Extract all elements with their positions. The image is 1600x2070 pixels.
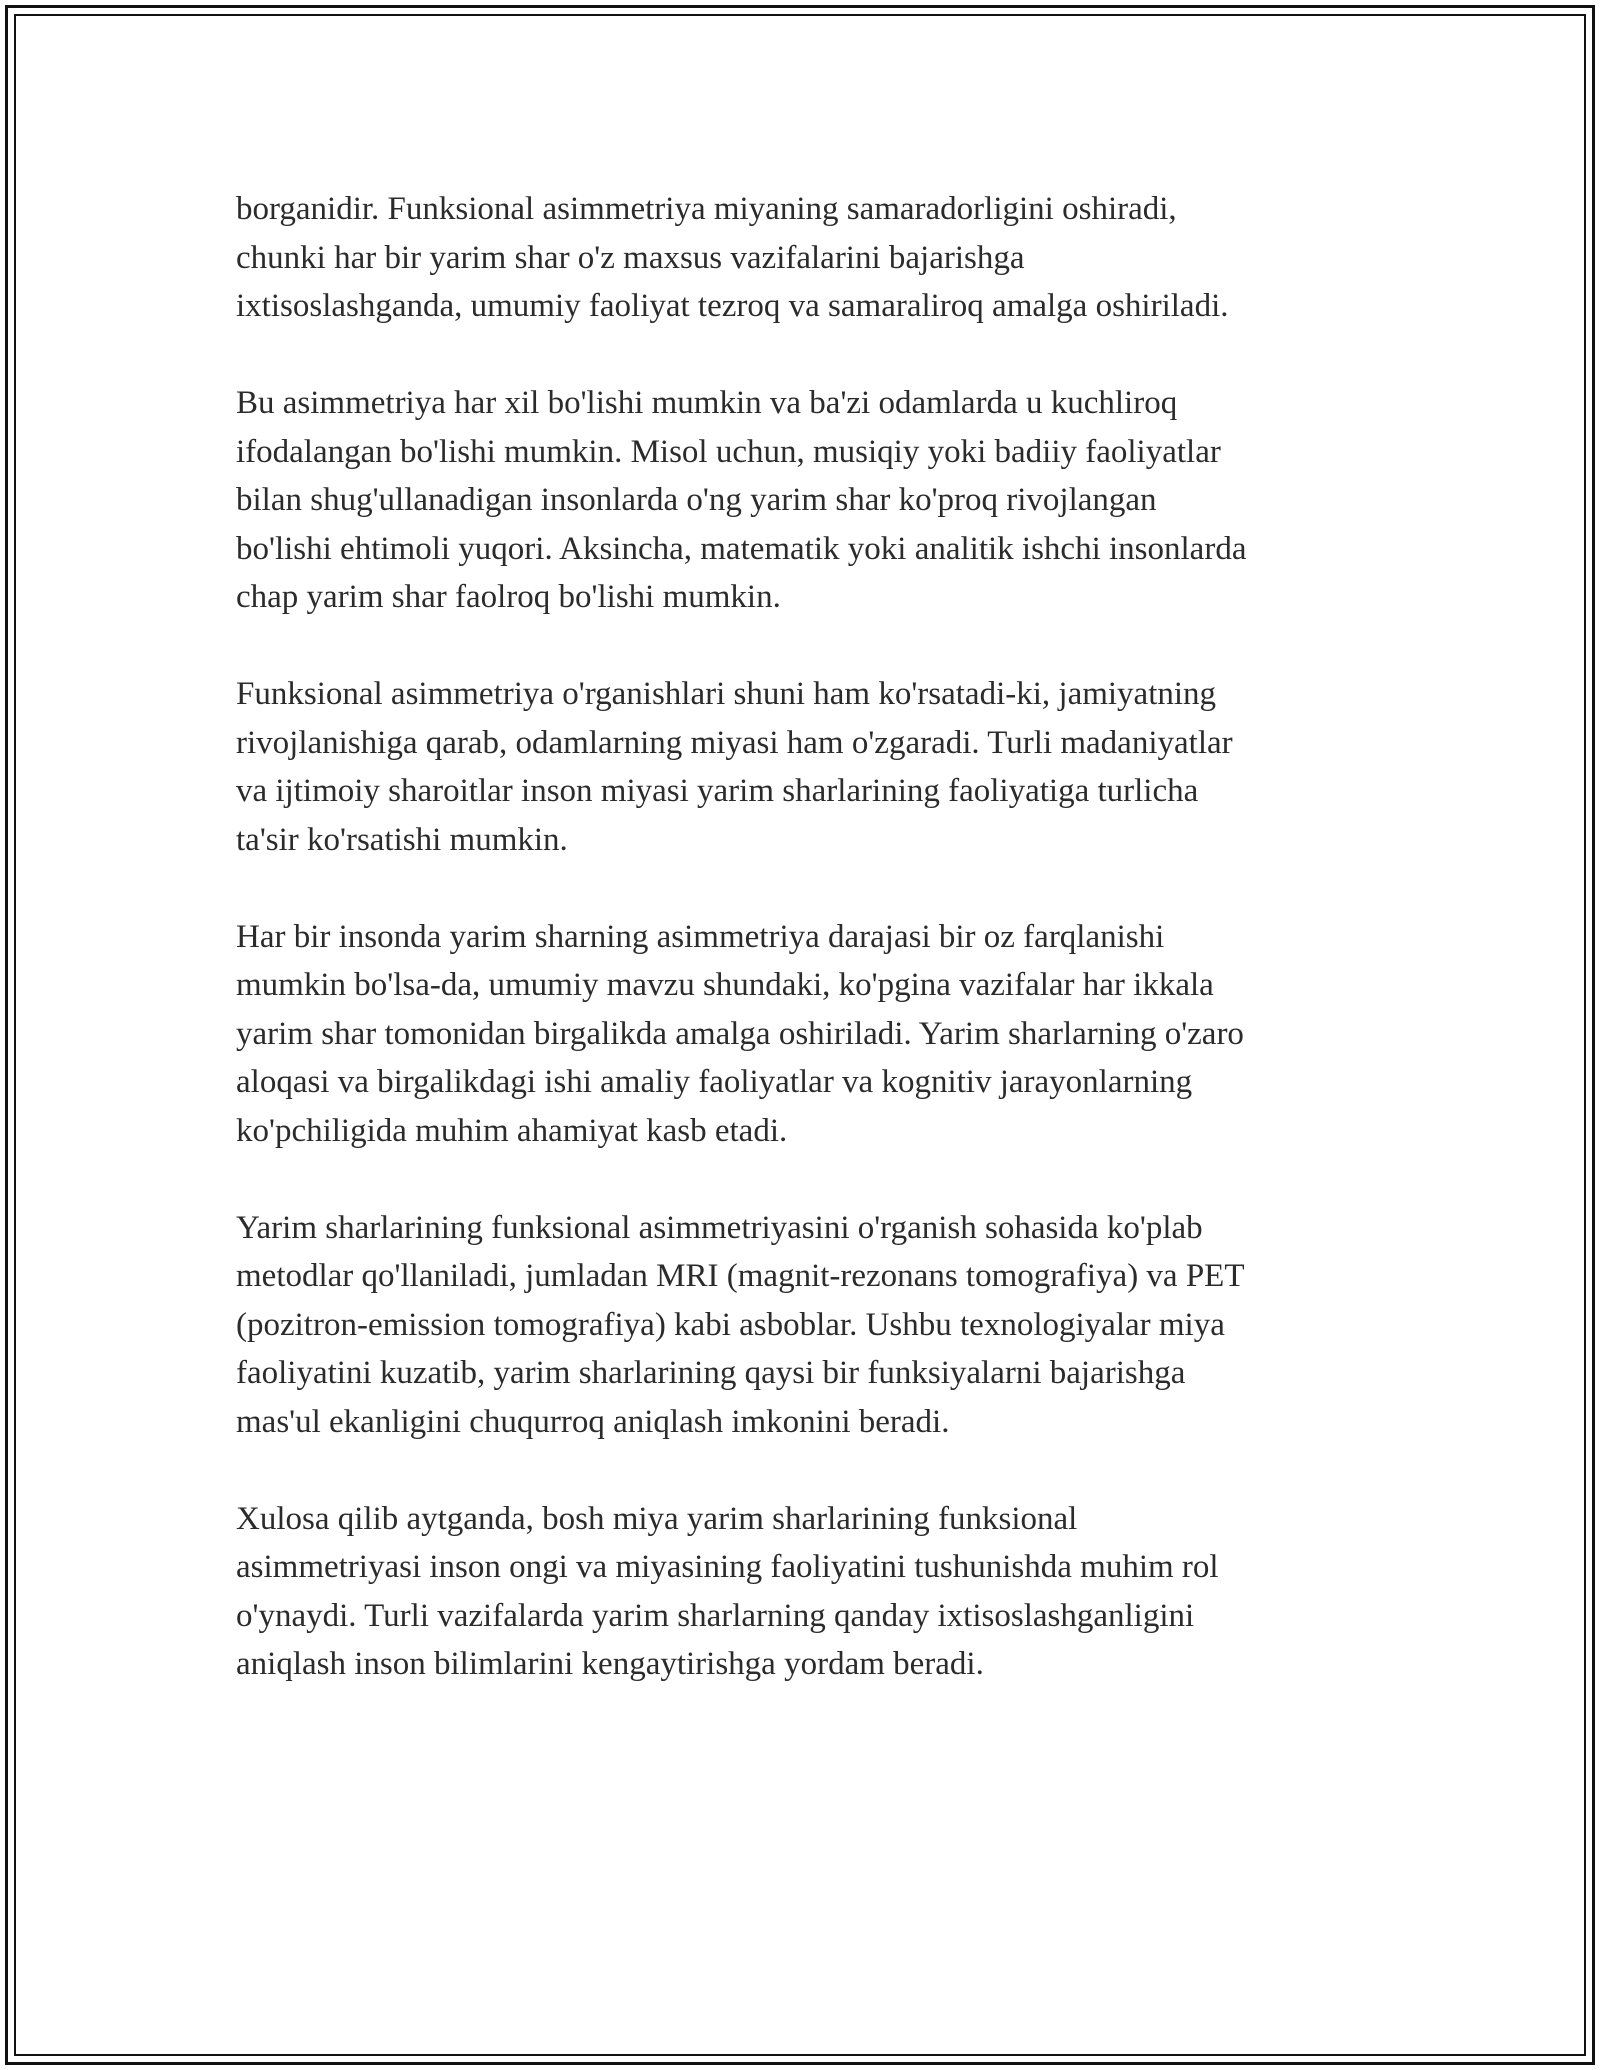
text-line: mumkin bo'lsa-da, umumiy mavzu shundaki, ko'pgina vazifalar har ikkala (236, 967, 1214, 1003)
paragraph-1 (236, 185, 1376, 331)
text-line: Har bir insonda yarim sharning asimmetriya darajasi bir oz farqlanishi (236, 918, 1165, 955)
document-body (236, 185, 1376, 1737)
text-line: aloqasi va birgalikdagi ishi amaliy faoliyatlar va kognitiv jarayonlarning (236, 1064, 1193, 1100)
text-line: asimmetriyasi inson ongi va miyasining faoliyatini tushunishda muhim rol (236, 1549, 1219, 1585)
text-line: metodlar qo'llaniladi, jumladan MRI (magnit-rezonans tomografiya) va PET (236, 1258, 1245, 1294)
text-line: ixtisoslashganda, umumiy faoliyat tezroq va samaraliroq amalga oshiriladi. (236, 288, 1229, 324)
text-line: aniqlash inson bilimlarini kengaytirishga yordam beradi. (236, 1646, 984, 1682)
text-line: yarim shar tomonidan birgalikda amalga oshiriladi. Yarim sharlarning o'zaro (236, 1015, 1244, 1052)
text-line: o'ynaydi. Turli vazifalarda yarim sharlarning qanday ixtisoslashganligini (236, 1597, 1195, 1634)
text-line: va ijtimoiy sharoitlar inson miyasi yarim sharlarining faoliyatiga turlicha (236, 773, 1199, 809)
text-line: borganidir. Funksional asimmetriya miyaning samaradorligini oshiradi, (236, 191, 1177, 227)
text-line: ko'pchiligida muhim ahamiyat kasb etadi. (236, 1112, 788, 1149)
paragraph-3 (236, 670, 1376, 864)
paragraph-5 (236, 1204, 1376, 1447)
text-line: chunki har bir yarim shar o'z maxsus vazifalarini bajarishga (236, 239, 1025, 276)
text-line: (pozitron-emission tomografiya) kabi asboblar. Ushbu texnologiyalar miya (236, 1306, 1225, 1343)
paragraph-6 (236, 1495, 1376, 1689)
text-line: ta'sir ko'rsatishi mumkin. (236, 821, 568, 858)
text-line: rivojlanishiga qarab, odamlarning miyasi ham o'zgaradi. Turli madaniyatlar (236, 724, 1233, 761)
paragraph-4 (236, 913, 1376, 1156)
text-line: mas'ul ekanligini chuqurroq aniqlash imkonini beradi. (236, 1403, 950, 1440)
text-line: Yarim sharlarining funksional asimmetriyasini o'rganish sohasida ko'plab (236, 1209, 1203, 1246)
text-line: Bu asimmetriya har xil bo'lishi mumkin va ba'zi odamlarda u kuchliroq (236, 385, 1178, 421)
text-line: faoliyatini kuzatib, yarim sharlarining qaysi bir funksiyalarni bajarishga (236, 1355, 1186, 1391)
text-line: bo'lishi ehtimoli yuqori. Aksincha, matematik yoki analitik ishchi insonlarda (236, 530, 1247, 567)
paragraph-2 (236, 379, 1376, 622)
text-line: chap yarim shar faolroq bo'lishi mumkin. (236, 579, 781, 615)
text-line: bilan shug'ullanadigan insonlarda o'ng yarim shar ko'proq rivojlangan (236, 482, 1157, 518)
text-line: ifodalangan bo'lishi mumkin. Misol uchun, musiqiy yoki badiiy faoliyatlar (236, 433, 1221, 470)
text-line: Xulosa qilib aytganda, bosh miya yarim sharlarining funksional (236, 1500, 1078, 1537)
text-line: Funksional asimmetriya o'rganishlari shuni ham ko'rsatadi-ki, jamiyatning (236, 676, 1217, 712)
